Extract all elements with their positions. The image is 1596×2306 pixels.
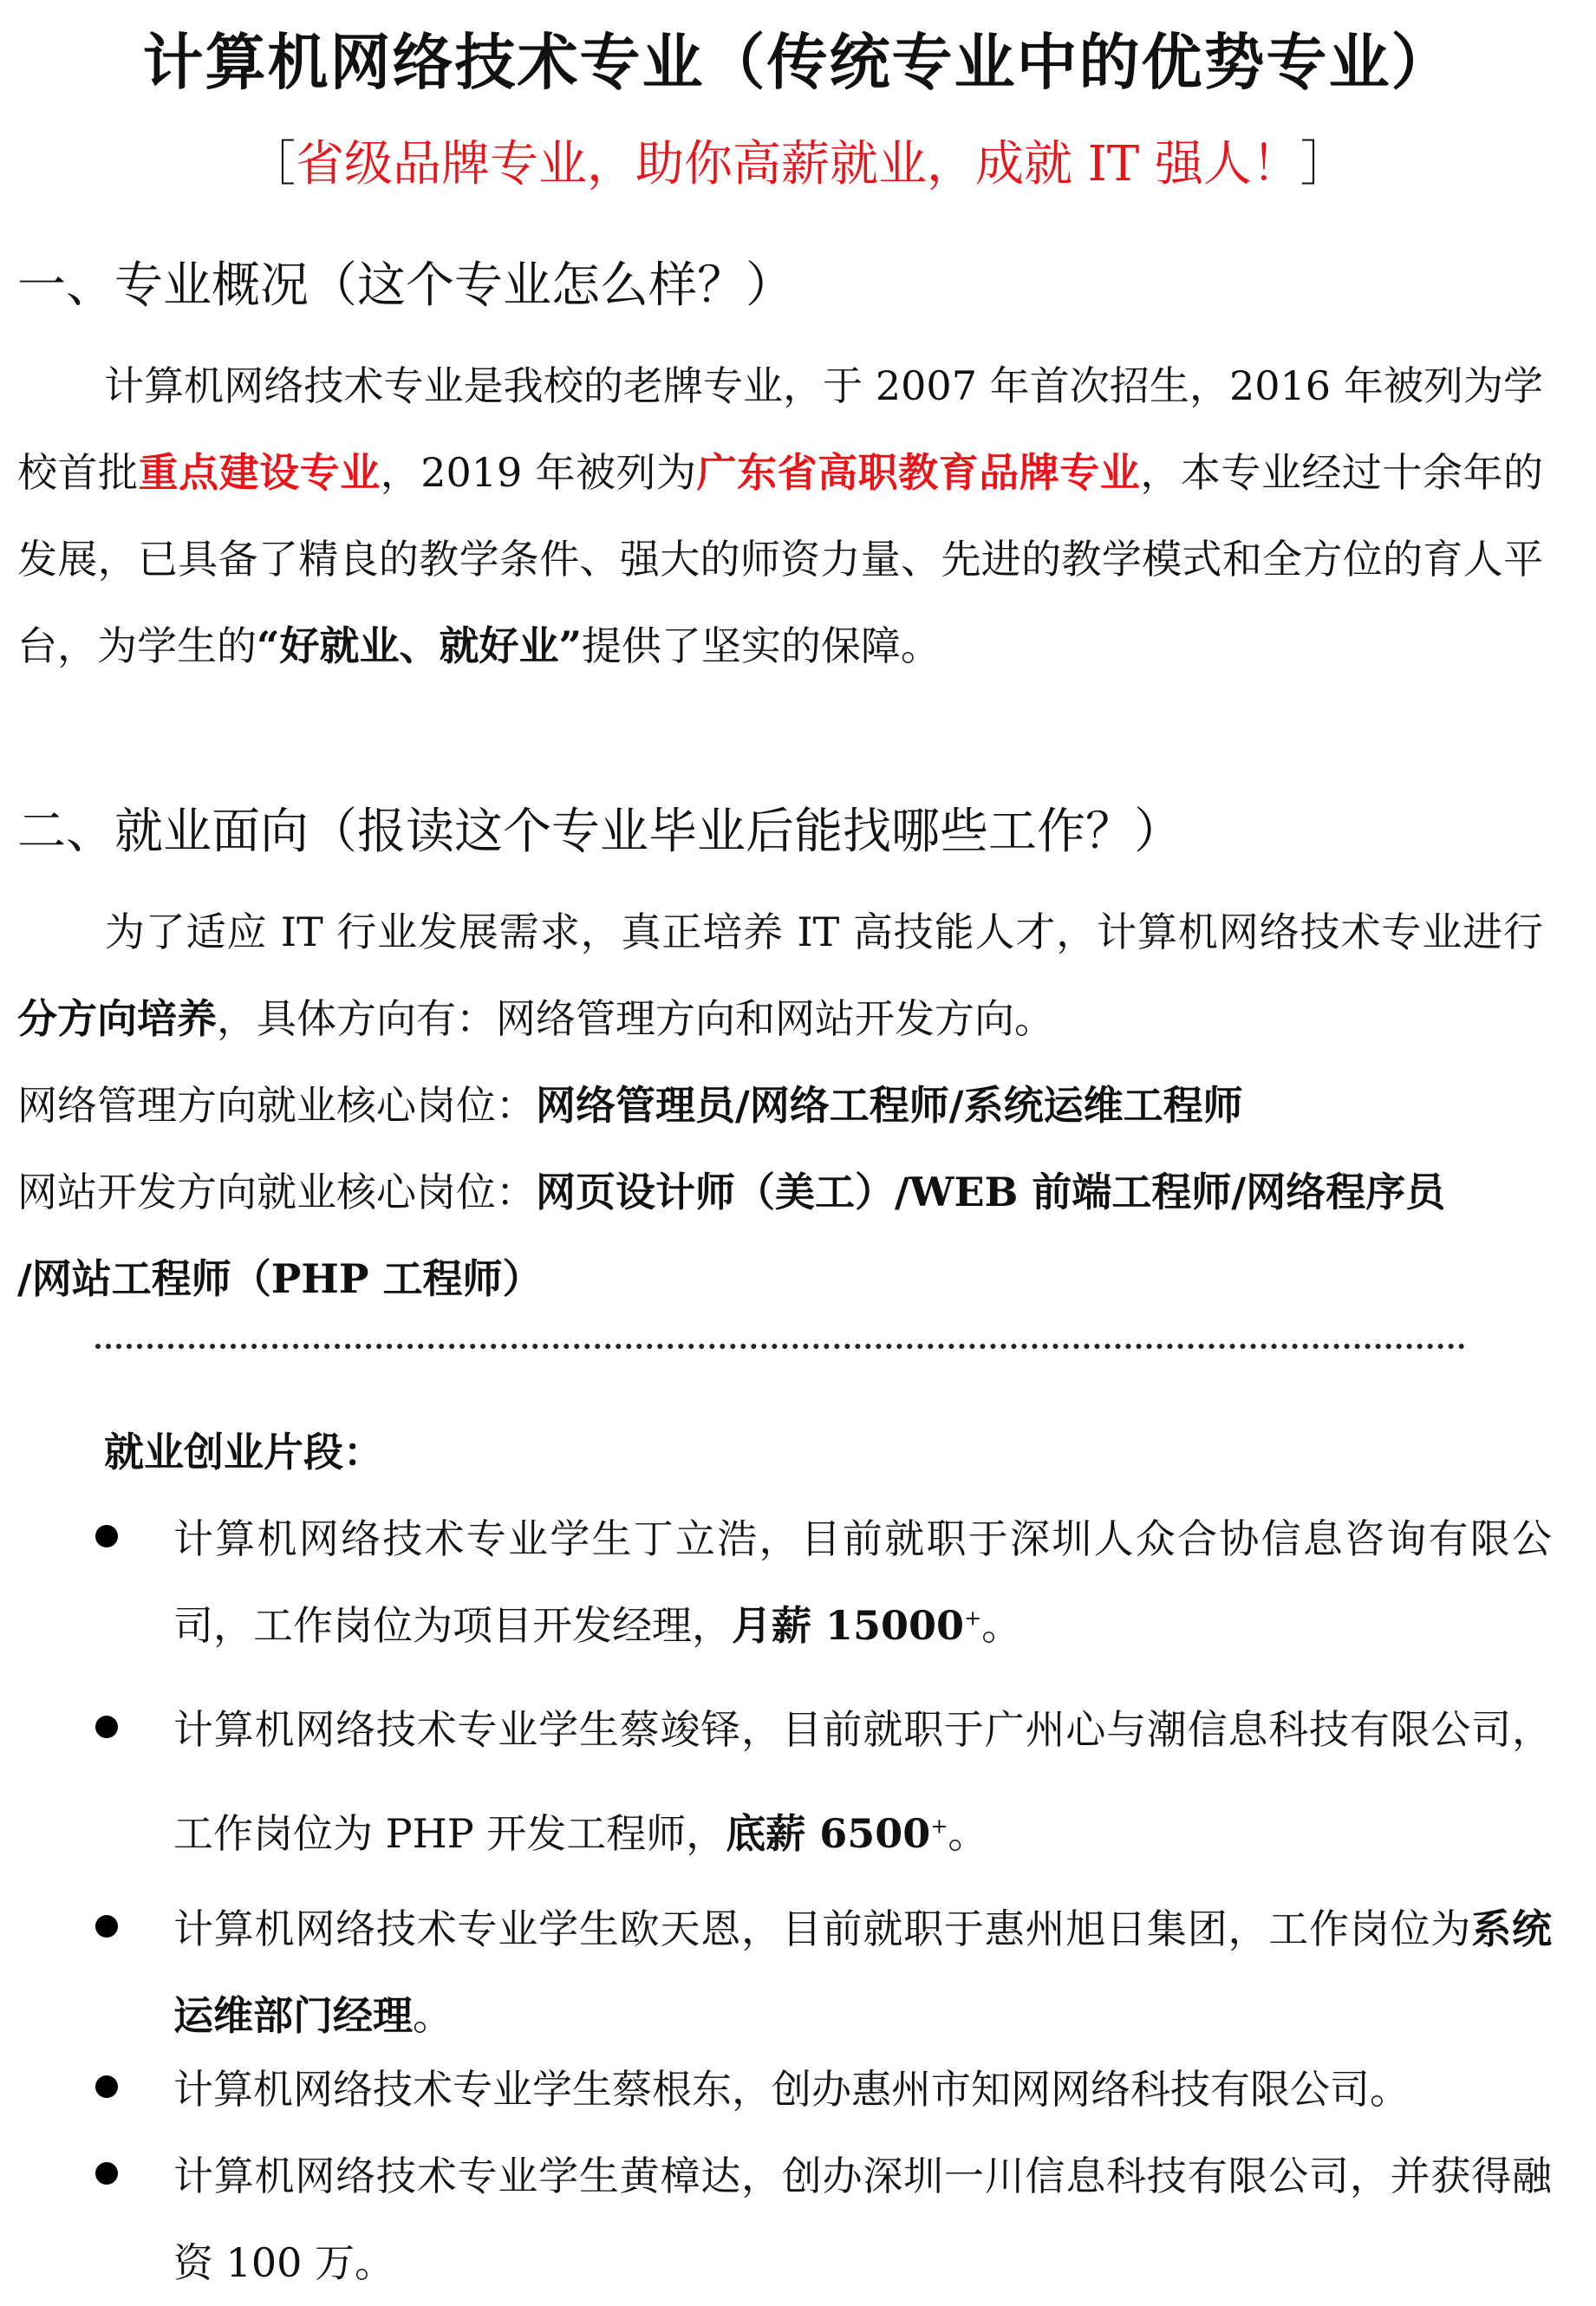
- dotted-divider: [95, 1326, 1465, 1349]
- list-item-end: 。: [948, 1810, 988, 1857]
- website-dev-positions-cont: /网站工程师（PHP 工程师）: [17, 1255, 543, 1302]
- list-item-body: 计算机网络技术专业学生蔡竣铎，目前就职于广州心与潮信息科技有限公司，工作岗位为 PHP 开发工程师，: [173, 1706, 1552, 1857]
- list-item-body: 计算机网络技术专业学生丁立浩，目前就职于深圳人众合协信息咨询有限公司，工作岗位为项目开发经理，: [173, 1515, 1552, 1649]
- list-item-end: 。: [981, 1602, 1022, 1649]
- provincial-brand-major: 广东省高职教育品牌专业: [696, 449, 1141, 496]
- section1-text-a: 计算机网络技术专业是我校的老牌专业，于 2007 年首次招生，2016 年被列为学校首批: [17, 362, 1543, 496]
- list-item: [95, 1886, 1552, 2059]
- section2-heading: 二、就业面向（报读这个专业毕业后能找哪些工作？）: [17, 804, 1182, 860]
- section1-text-d: 提供了坚实的保障。: [581, 622, 941, 669]
- list-item: [95, 1495, 1552, 1669]
- employment-slogan: “好就业、就好业”: [257, 622, 582, 669]
- list-item-text: 计算机网络技术专业学生蔡根东，创办惠州市知网网络科技有限公司。: [173, 2066, 1410, 2113]
- subtitle: [0, 130, 1596, 199]
- list-item-end: 。: [413, 1992, 453, 2039]
- list-item: [95, 2133, 1552, 2306]
- list-item: [95, 1677, 1552, 1886]
- website-dev-positions: [17, 1149, 1578, 1235]
- subtitle-open-bracket: ［: [246, 136, 296, 192]
- salary-plus-sign: +: [964, 1606, 982, 1631]
- salary-plus-sign: +: [930, 1814, 948, 1839]
- section1-heading: 一、专业概况（这个专业怎么样？）: [17, 257, 794, 314]
- section1-text-c: ，本专业经过十余年的发展，已具备了精良的教学条件、强大的师资力量、先进的教学模式和全方位的育人平台，为学生的: [17, 449, 1544, 669]
- network-management-value: 网络管理员/网络工程师/系统运维工程师: [536, 1082, 1243, 1129]
- website-dev-value: 网页设计师（美工）/WEB 前端工程师/网络程序员: [536, 1169, 1446, 1215]
- bullet-icon: [95, 2075, 118, 2098]
- list-item-text: [173, 1886, 1552, 2059]
- list-item-text: 计算机网络技术专业学生黄樟达，创办深圳一川信息科技有限公司，并获得融资 100 万。: [173, 2153, 1552, 2286]
- bullet-icon: [95, 1525, 118, 1547]
- subtitle-close-bracket: ］: [1300, 136, 1350, 192]
- list-item-body: 计算机网络技术专业学生欧天恩，目前就职于惠州旭日集团，工作岗位为: [173, 1905, 1472, 1952]
- section2-text-b: ，具体方向有：网络管理方向和网站开发方向。: [217, 995, 1054, 1042]
- bullet-icon: [95, 1915, 118, 1938]
- section2-text-a: 为了适应 IT 行业发展需求，真正培养 IT 高技能人才，计算机网络技术专业进行: [104, 909, 1543, 955]
- website-dev-label: 网站开发方向就业核心岗位：: [17, 1169, 536, 1215]
- list-item: [95, 2046, 1552, 2133]
- salary-highlight: 底薪 6500: [726, 1810, 931, 1857]
- key-construction-major: 重点建设专业: [138, 449, 381, 496]
- list-item-text: [173, 1495, 1552, 1669]
- position-highlight: 系统运维部门经理: [173, 1905, 1553, 2039]
- subtitle-slogan: 省级品牌专业，助你高薪就业，成就 IT 强人！: [295, 136, 1301, 192]
- salary-highlight: 月薪 15000: [732, 1602, 965, 1649]
- bullet-icon: [95, 2162, 118, 2185]
- network-management-positions: [17, 1062, 1578, 1149]
- page-title: 计算机网络技术专业（传统专业中的优势专业）: [142, 27, 1454, 98]
- stories-label: 就业创业片段：: [104, 1429, 383, 1475]
- network-management-label: 网络管理方向就业核心岗位：: [17, 1082, 536, 1129]
- bullet-icon: [95, 1716, 118, 1738]
- list-item-text: [173, 1677, 1552, 1886]
- direction-training: 分方向培养: [17, 995, 217, 1042]
- section1-text-b: ，2019 年被列为: [380, 449, 697, 496]
- section2-paragraph: [17, 889, 1543, 1062]
- section1-paragraph: [17, 342, 1543, 689]
